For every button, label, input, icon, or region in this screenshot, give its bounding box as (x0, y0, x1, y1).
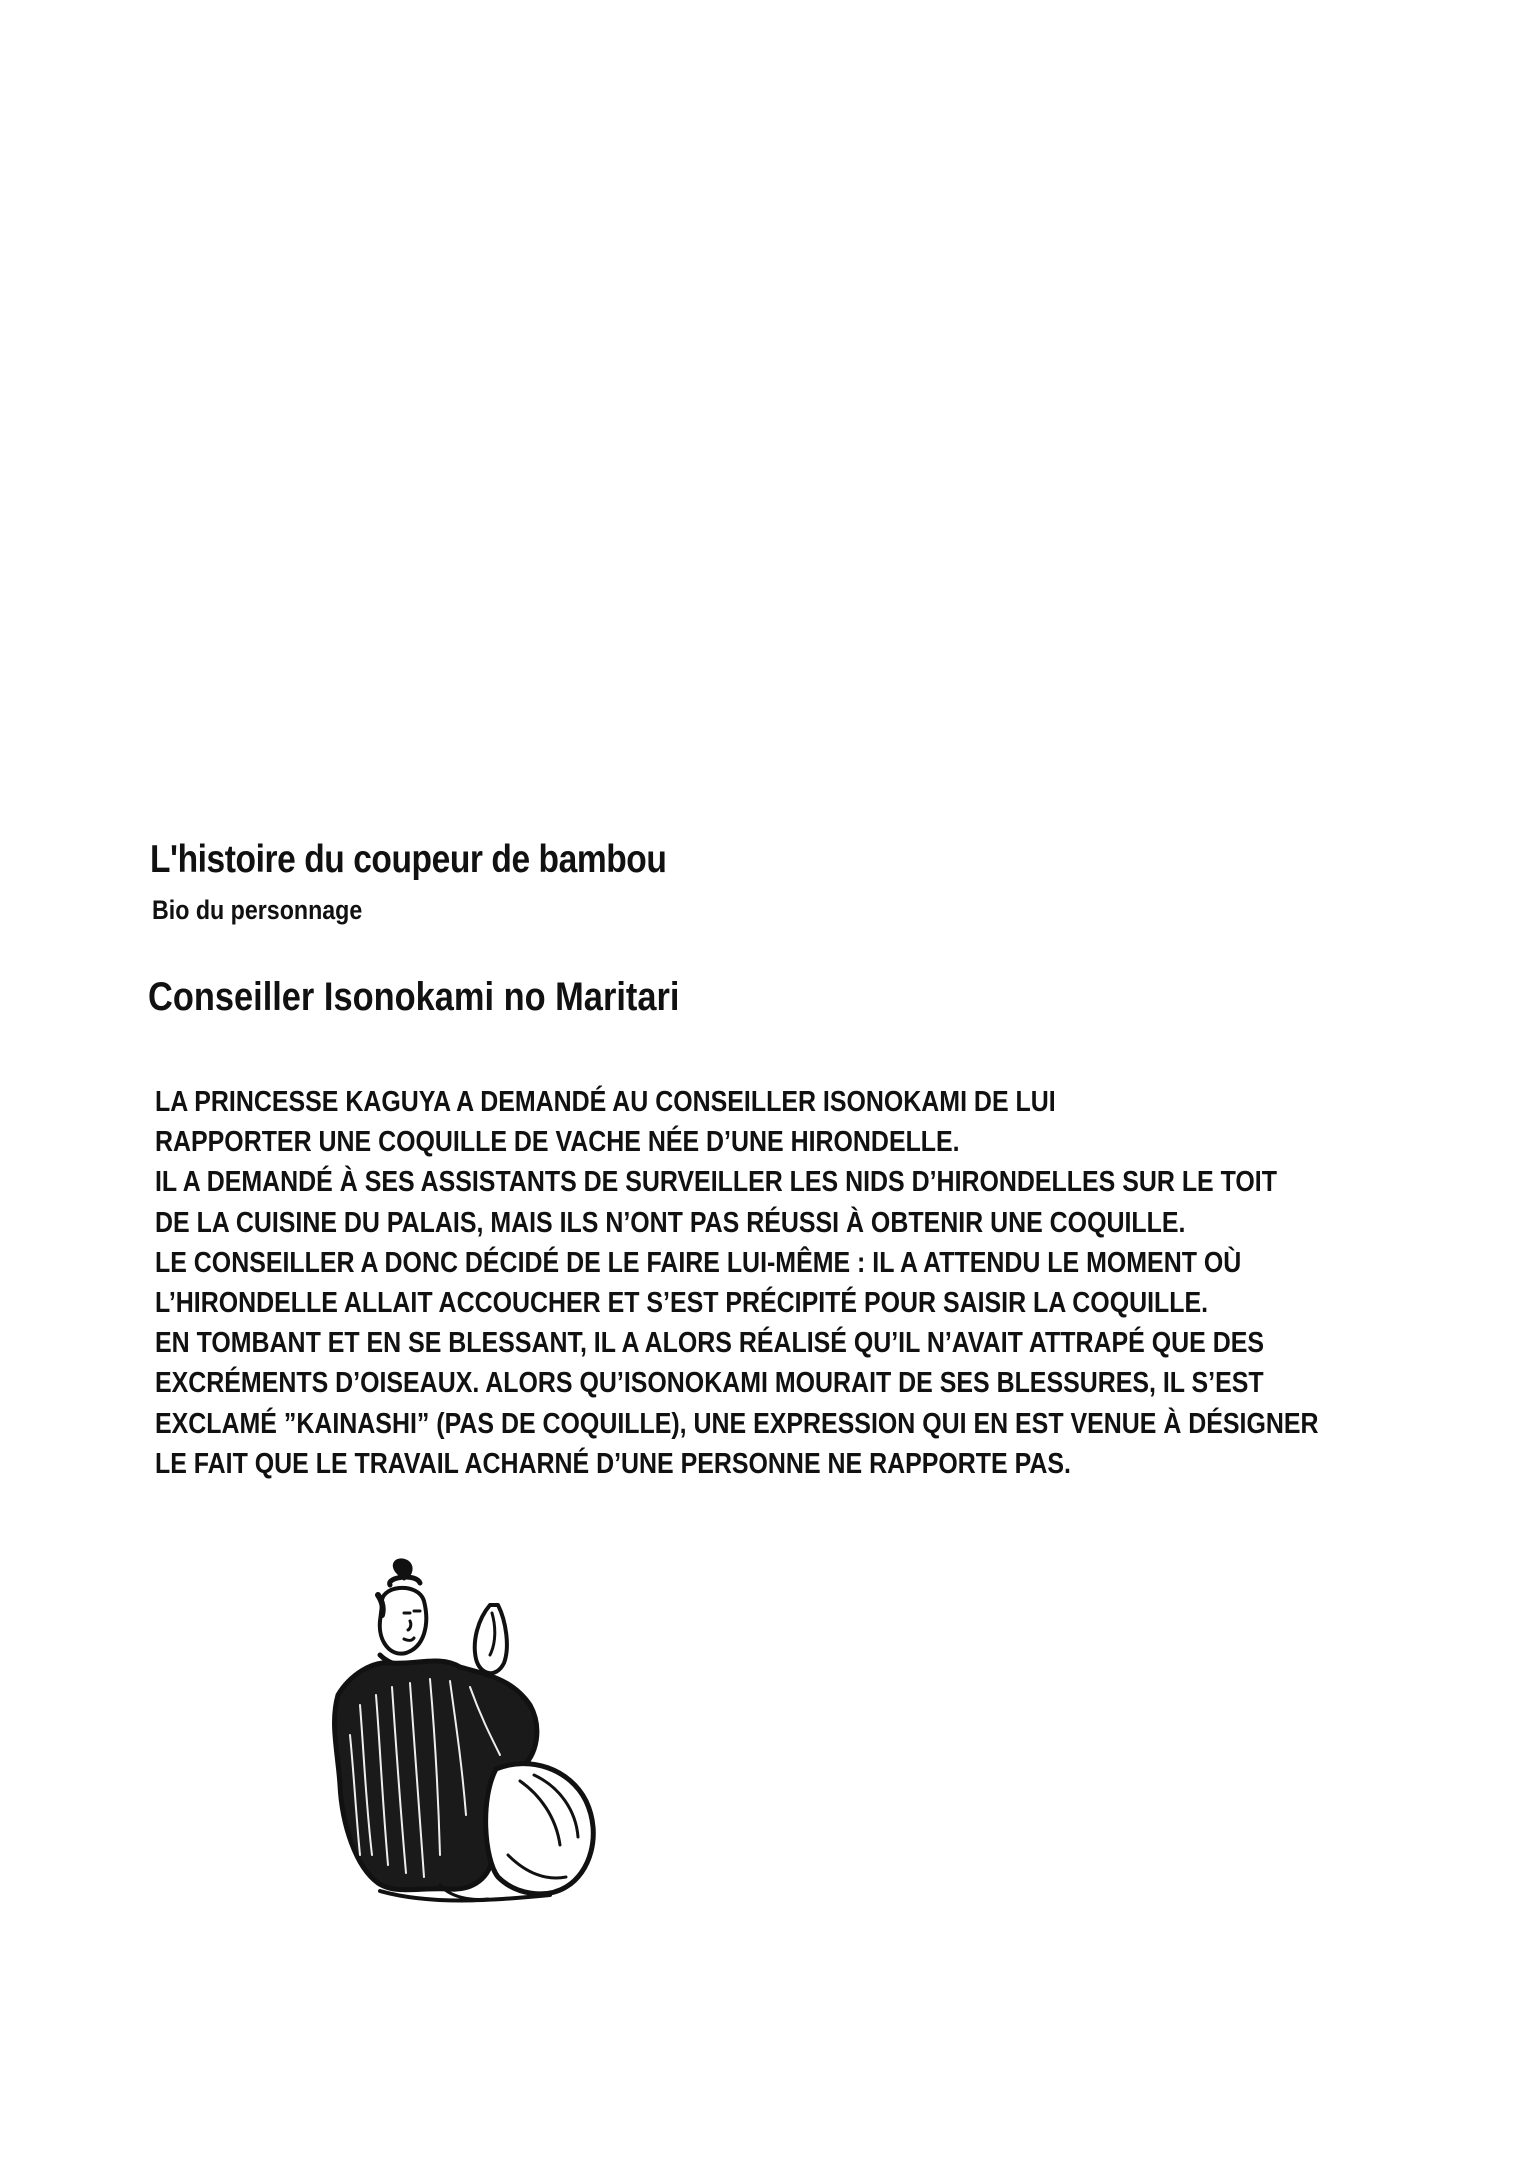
page-title: L'histoire du coupeur de bambou (150, 838, 667, 881)
bio-line: RAPPORTER UNE COQUILLE DE VACHE NÉE D’UNE HIRONDELLE. (155, 1126, 960, 1159)
bio-line: EN TOMBANT ET EN SE BLESSANT, IL A ALORS RÉALISÉ QU’IL N’AVAIT ATTRAPÉ QUE DES (155, 1327, 1264, 1360)
page-subtitle: Bio du personnage (152, 895, 363, 925)
bio-line: EXCRÉMENTS D’OISEAUX. ALORS QU’ISONOKAMI MOURAIT DE SES BLESSURES, IL S’EST (155, 1367, 1264, 1400)
bio-line: LE CONSEILLER A DONC DÉCIDÉ DE LE FAIRE LUI-MÊME : IL A ATTENDU LE MOMENT OÙ (155, 1246, 1242, 1279)
bio-text (155, 1082, 1319, 1484)
bio-line: L’HIRONDELLE ALLAIT ACCOUCHER ET S’EST PRÉCIPITÉ POUR SAISIR LA COQUILLE. (155, 1287, 1209, 1320)
bio-line: DE LA CUISINE DU PALAIS, MAIS ILS N’ONT PAS RÉUSSI À OBTENIR UNE COQUILLE. (155, 1206, 1186, 1239)
character-name: Conseiller Isonokami no Maritari (148, 975, 680, 1019)
bio-line: EXCLAMÉ ”KAINASHI” (PAS DE COQUILLE), UNE EXPRESSION QUI EN EST VENUE À DÉSIGNER (155, 1407, 1319, 1440)
bio-line: IL A DEMANDÉ À SES ASSISTANTS DE SURVEILLER LES NIDS D’HIRONDELLES SUR LE TOIT (155, 1166, 1277, 1199)
bio-line: LE FAIT QUE LE TRAVAIL ACHARNÉ D’UNE PERSONNE NE RAPPORTE PAS. (155, 1447, 1071, 1480)
seated-noble-sketch-icon (320, 1555, 740, 1975)
bio-line: LA PRINCESSE KAGUYA A DEMANDÉ AU CONSEILLER ISONOKAMI DE LUI (155, 1086, 1056, 1118)
